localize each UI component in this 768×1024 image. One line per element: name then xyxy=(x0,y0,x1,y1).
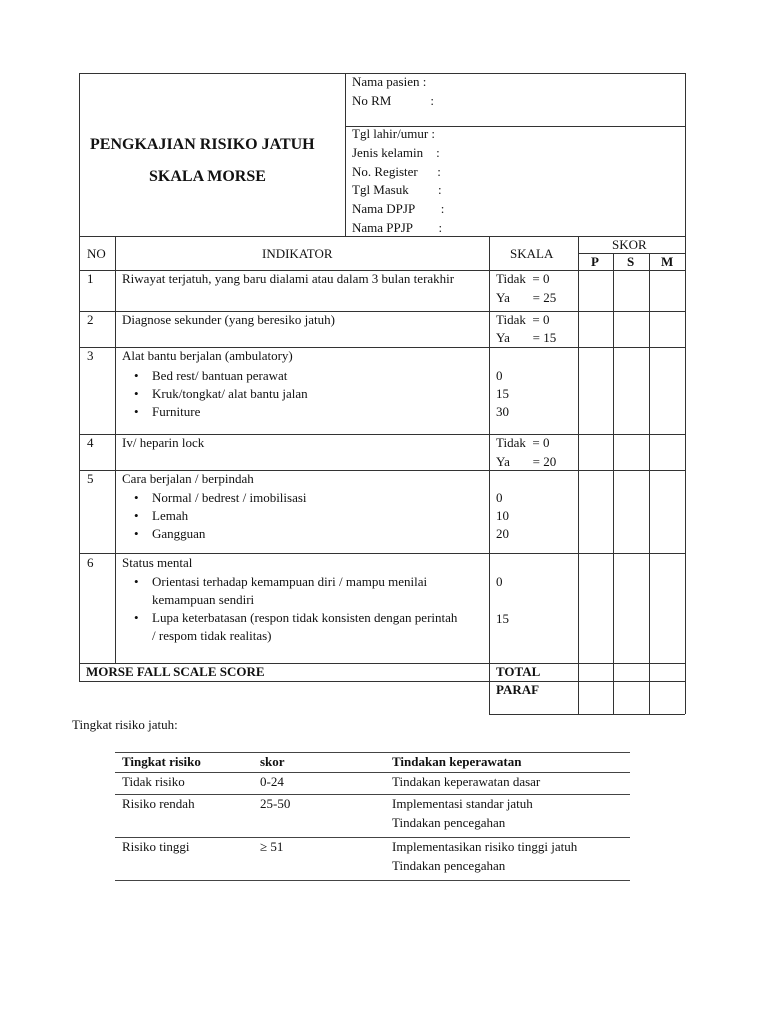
row-options-list xyxy=(122,489,307,543)
row-number: 2 xyxy=(87,312,94,327)
row-options-list xyxy=(122,573,462,645)
risk-score: 25-50 xyxy=(260,796,291,811)
total-label: TOTAL xyxy=(496,664,541,679)
row-scale-value: 0 xyxy=(496,574,503,589)
row-indicator: Riwayat terjatuh, yang baru dialami atau dalam 3 bulan terakhir xyxy=(122,271,455,286)
row-indicator: Iv/ heparin lock xyxy=(122,435,205,450)
header-no: NO xyxy=(87,246,106,261)
header-skala: SKALA xyxy=(510,246,554,261)
risk-score: ≥ 51 xyxy=(260,839,284,854)
morse-score-label: MORSE FALL SCALE SCORE xyxy=(86,664,265,679)
patient-rm-field: No RM : xyxy=(352,93,434,108)
list-item: • Furniture xyxy=(122,403,308,421)
row-options-list xyxy=(122,367,308,421)
list-item: • Normal / bedrest / imobilisasi xyxy=(122,489,307,507)
patient-name-field: Nama pasien : xyxy=(352,74,427,89)
birthdate-age-field: Tgl lahir/umur : xyxy=(352,126,436,141)
row-scale-no: Tidak = 0 xyxy=(496,435,550,450)
list-item: • Lupa keterbatasan (respon tidak konsisten dengan perintah / respom tidak realitas) xyxy=(122,609,462,645)
risk-action: Tindakan keperawatan dasar xyxy=(392,774,541,789)
risk-score: 0-24 xyxy=(260,774,284,789)
row-number: 5 xyxy=(87,471,94,486)
row-number: 3 xyxy=(87,348,94,363)
risk-level: Risiko tinggi xyxy=(122,839,190,854)
row-scale-yes: Ya = 15 xyxy=(496,330,557,345)
dpjp-name-field: Nama DPJP : xyxy=(352,201,445,216)
register-number-field: No. Register : xyxy=(352,164,441,179)
row-scale-value: 30 xyxy=(496,404,509,419)
gender-field: Jenis kelamin : xyxy=(352,145,440,160)
form-title-line2: SKALA MORSE xyxy=(149,168,266,185)
risk-header-action: Tindakan keperawatan xyxy=(392,754,522,769)
header-skor: SKOR xyxy=(612,237,647,252)
row-scale-no: Tidak = 0 xyxy=(496,271,550,286)
paraf-label: PARAF xyxy=(496,682,540,697)
ppjp-name-field: Nama PPJP : xyxy=(352,220,443,235)
row-indicator: Status mental xyxy=(122,555,193,570)
risk-action: Implementasikan risiko tinggi jatuh xyxy=(392,839,578,854)
risk-action: Tindakan pencegahan xyxy=(392,858,506,873)
row-number: 1 xyxy=(87,271,94,286)
risk-level: Risiko rendah xyxy=(122,796,195,811)
row-scale-yes: Ya = 25 xyxy=(496,290,557,305)
row-scale-value: 15 xyxy=(496,611,509,626)
list-item: • Orientasi terhadap kemampuan diri / mampu menilai kemampuan sendiri xyxy=(122,573,462,609)
admission-date-field: Tgl Masuk : xyxy=(352,182,442,197)
row-scale-value: 0 xyxy=(496,368,503,383)
row-number: 6 xyxy=(87,555,94,570)
risk-action: Tindakan pencegahan xyxy=(392,815,506,830)
list-item: • Lemah xyxy=(122,507,307,525)
row-scale-no: Tidak = 0 xyxy=(496,312,550,327)
list-item: • Gangguan xyxy=(122,525,307,543)
row-scale-value: 20 xyxy=(496,526,509,541)
risk-action: Implementasi standar jatuh xyxy=(392,796,533,811)
header-s: S xyxy=(627,254,635,269)
risk-header-level: Tingkat risiko xyxy=(122,754,201,769)
form-title-line1: PENGKAJIAN RISIKO JATUH xyxy=(90,136,315,153)
risk-caption: Tingkat risiko jatuh: xyxy=(72,717,178,732)
row-indicator: Cara berjalan / berpindah xyxy=(122,471,254,486)
header-p: P xyxy=(591,254,599,269)
risk-header-score: skor xyxy=(260,754,285,769)
row-indicator: Diagnose sekunder (yang beresiko jatuh) xyxy=(122,312,335,327)
header-indikator: INDIKATOR xyxy=(262,246,333,261)
row-scale-yes: Ya = 20 xyxy=(496,454,557,469)
row-number: 4 xyxy=(87,435,94,450)
row-scale-value: 0 xyxy=(496,490,503,505)
row-indicator: Alat bantu berjalan (ambulatory) xyxy=(122,348,293,363)
list-item: • Kruk/tongkat/ alat bantu jalan xyxy=(122,385,308,403)
header-m: M xyxy=(661,254,674,269)
risk-level: Tidak risiko xyxy=(122,774,185,789)
row-scale-value: 10 xyxy=(496,508,509,523)
list-item: • Bed rest/ bantuan perawat xyxy=(122,367,308,385)
row-scale-value: 15 xyxy=(496,386,509,401)
